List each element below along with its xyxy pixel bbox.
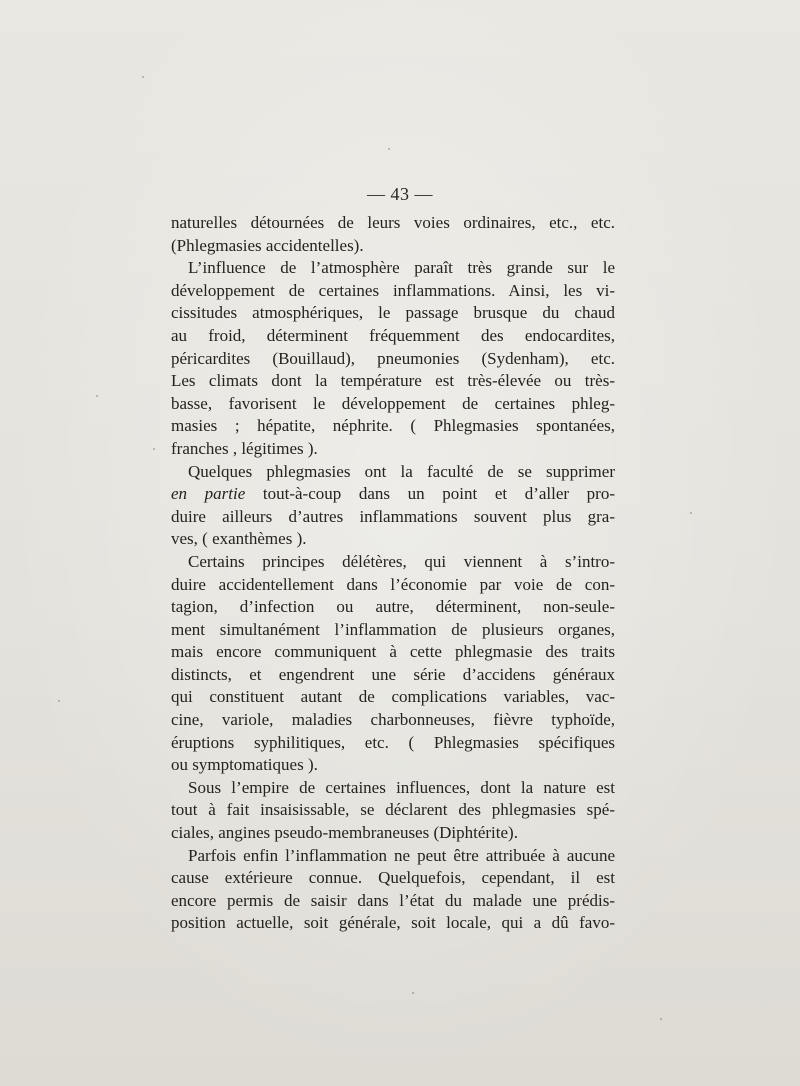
text-line: péricardites (Bouillaud), pneumonies (Sydenham), etc. [171,348,615,368]
text-line: développement de certaines inflammations. Ainsi, les vi- [171,280,615,300]
text-line: Les climats dont la température est très-élevée ou très- [171,371,615,391]
text-line: qui constituent autant de complications variables, vac- [171,687,615,707]
paper-speck [142,76,144,78]
text-line: basse, favorisent le développement de certaines phleg- [171,393,615,413]
text-line: ment simultanément l’inflammation de plusieurs organes, [171,619,615,639]
text-line: duire ailleurs d’autres inflammations souvent plus gra- [171,506,615,526]
text-line: duire accidentellement dans l’économie par voie de con- [171,574,615,594]
text-line: Sous l’empire de certaines influences, dont la nature est [188,777,615,797]
text-line: position actuelle, soit générale, soit locale, qui a dû favo- [171,913,615,933]
text-line: cause extérieure connue. Quelquefois, cependant, il est [171,868,615,888]
paper-speck [96,395,98,397]
text-line: Quelques phlegmasies ont la faculté de se supprimer [188,461,615,481]
text-line: tagion, d’infection ou autre, déterminent, non-seule- [171,597,615,617]
body-text [171,212,615,935]
text-line: distincts, et engendrent une série d’accidens généraux [171,664,615,684]
text-line: (Phlegmasies accidentelles). [171,235,364,255]
text-line: tout à fait insaisissable, se déclarent des phlegmasies spé- [171,800,615,820]
text-line: éruptions syphilitiques, etc. ( Phlegmasies spécifiques [171,732,615,752]
text-line: Certains principes délétères, qui viennent à s’intro- [188,551,615,571]
text-line: Parfois enfin l’inflammation ne peut être attribuée à aucune [188,845,615,865]
paper-speck [388,148,390,150]
paper-speck [58,700,60,702]
italic-phrase: en partie [171,484,246,504]
text-line: ciales, angines pseudo-membraneuses (Diphtérite). [171,823,518,843]
text-line: encore permis de saisir dans l’état du malade une prédis- [171,890,615,910]
text-line: naturelles détournées de leurs voies ordinaires, etc., etc. [171,213,615,232]
text-line: mais encore communiquent à cette phlegmasie des traits [171,642,615,662]
paper-speck [412,992,414,994]
text-line: L’influence de l’atmosphère paraît très grande sur le [188,258,615,278]
text-line: cine, variole, maladies charbonneuses, fièvre typhoïde, [171,710,615,730]
text-line [171,483,615,506]
paper-speck [660,1018,662,1020]
paper-speck [690,512,692,514]
page-number: — 43 — [367,184,433,204]
text-line: ou symptomatiques ). [171,755,318,775]
text-line: franches , légitimes ). [171,438,318,458]
text-segment: tout-à-coup dans un point et d’aller pro- [245,484,616,504]
text-line: cissitudes atmosphériques, le passage brusque du chaud [171,303,615,323]
text-line: au froid, déterminent fréquemment des endocardites, [171,325,615,345]
text-line: masies ; hépatite, néphrite. ( Phlegmasies spontanées, [171,416,615,436]
paper-speck [153,448,155,450]
text-line: ves, ( exanthèmes ). [171,529,307,549]
